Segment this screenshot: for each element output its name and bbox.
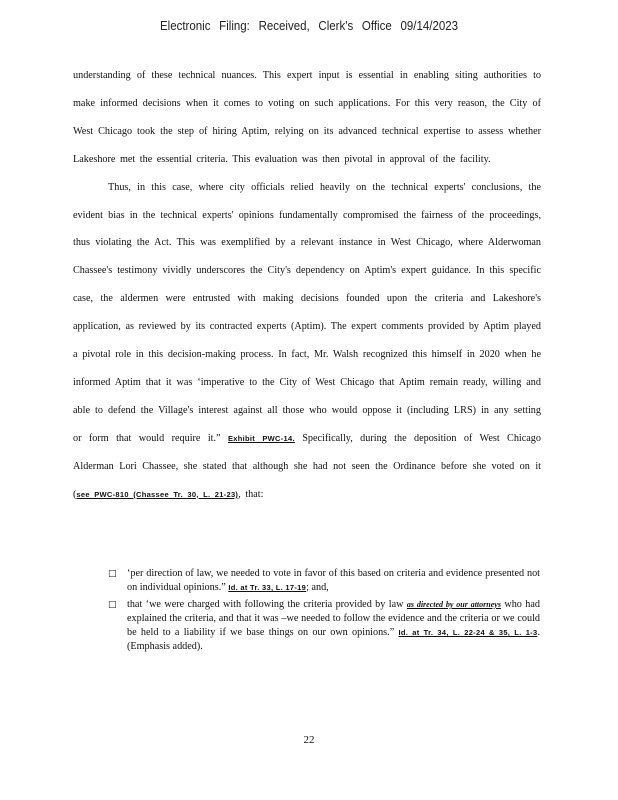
- list-item: [108, 567, 540, 595]
- quote-citation: Id. at Tr. 33, L. 17-19: [228, 583, 307, 592]
- paragraph-2-part-1: Thus, in this case, where city officials relied heavily on the technical experts' conclusions, the evident bias in the technical experts' opinions fundamentally compromised the fairness of the proceedings, thus violating the Act. This was exemplified by a relevant instance in West Chicago, where Alderwoman Chassee's testimony vividly underscores the City's dependency on Aptim's expert guidance. In this specific case, the aldermen were entrusted with making decisions founded upon the criteria and Lakeshore's application, as reviewed by its contracted experts (Aptim). The expert comments provided by Aptim played a pivotal role in this decision-making process. In fact, Mr. Walsh recognized this himself in 2020 when he informed Aptim that it was ‘imperative to the City of West Chicago that Aptim remain ready, willing and able to defend the Village's interest against all those who would oppose it (including LRS) in any setting or form that would require it.”: [73, 181, 541, 444]
- paragraph-2-part-2: Specifically, during the deposition of West Chicago Alderman Lori Chassee, she stated that although she had not seen the Ordinance before she voted on it (: [73, 432, 541, 500]
- paragraph-1: understanding of these technical nuances. This expert input is essential in enabling siting authorities to make informed decisions when it comes to voting on such applications. For this very reason, the City of West Chicago took the step of hiring Aptim, relying on its advanced technical expertise to assess whether Lakeshore met the essential criteria. This evaluation was then pivotal in approval of the facility.: [73, 70, 541, 165]
- exhibit-citation: Exhibit PWC-14.: [227, 433, 295, 443]
- paragraph-2: [73, 174, 541, 509]
- filing-stamp-header: Electronic Filing: Received, Clerk's Office 09/14/2023: [159, 19, 459, 33]
- emphasized-text: as directed by our attorneys: [406, 600, 501, 609]
- quote-text: that ‘we were charged with following the criteria provided by law: [127, 599, 407, 610]
- bullet-icon: □: [108, 569, 117, 579]
- bullet-icon: □: [108, 600, 117, 610]
- quote-tail: ; and,: [306, 582, 329, 593]
- quote-list: [108, 567, 540, 657]
- quote-tail: . (Emphasis added).: [127, 627, 540, 652]
- page-number: 22: [303, 734, 315, 746]
- body-text: [73, 62, 541, 509]
- paragraph-2-part-3: , that:: [238, 488, 264, 500]
- deposition-citation: see PWC-810 (Chassee Tr. 30, L. 21-23): [76, 489, 239, 499]
- quote-text-continued: who had explained the criteria, and that it was –we needed to follow the evidence and the criteria or we could be held to a liability if we base things on our own opinions.”: [127, 599, 540, 638]
- list-item: [108, 598, 540, 654]
- quote-text: ‘per direction of law, we needed to vote in favor of this based on criteria and evidence presented not on individual opinions.”: [127, 568, 540, 593]
- quote-citation: Id. at Tr. 34, L. 22-24 & 35, L. 1-3: [398, 628, 538, 637]
